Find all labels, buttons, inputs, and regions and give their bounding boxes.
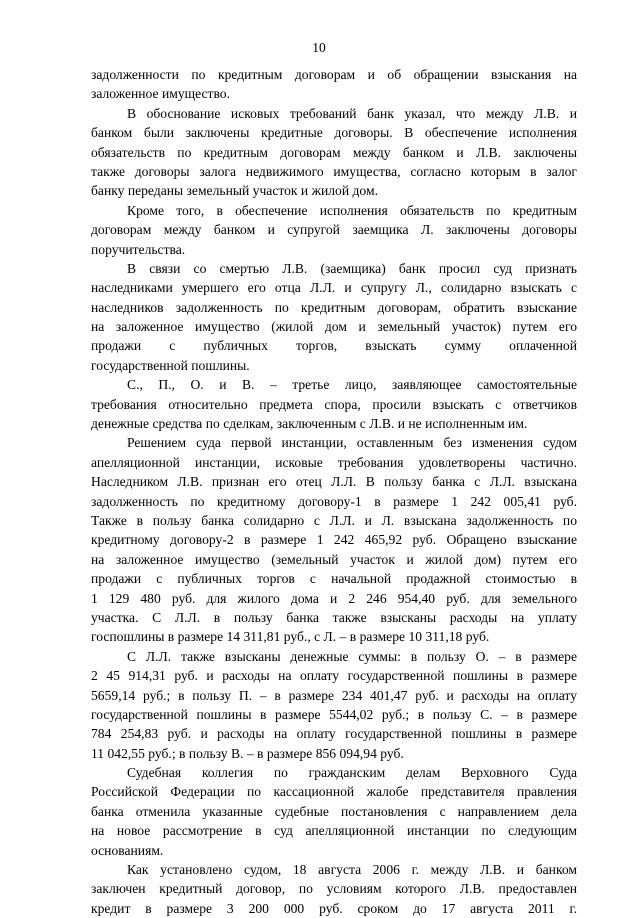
text-line: на заложенное имущество (жилой дом и земельный участок) путем его	[91, 319, 577, 335]
text-line: продажи с публичных торгов с начальной продажной стоимостью в	[91, 571, 577, 587]
text-line: кредит в размере 3 200 000 руб. сроком до 17 августа 2011 г.	[91, 900, 577, 916]
text-line: наследников задолженность по кредитным договорам, обратить взыскание	[91, 299, 577, 315]
document-body	[91, 65, 577, 918]
text-line: денежные средства по сделкам, заключенным с Л.В. и не исполненным им.	[91, 416, 528, 432]
text-line: обязательств по кредитным договорам между банком и Л.В. заключены	[91, 144, 577, 160]
text-line: Наследником Л.В. признан его отец Л.Л. В пользу банка с Л.Л. взыскана	[91, 474, 577, 490]
text-line: С Л.Л. также взысканы денежные суммы: в пользу О. – в размере	[127, 648, 577, 664]
text-line: заложенное имущество.	[91, 86, 230, 102]
page-number: 10	[312, 40, 326, 55]
text-line: 1 129 480 руб. для жилого дома и 2 246 954,40 руб. для земельного	[91, 590, 577, 606]
text-line: Российской Федерации по кассационной жалобе представителя правления	[91, 784, 577, 800]
text-line: 5659,14 руб.; в пользу П. – в размере 234 401,47 руб. и расходы на оплату	[91, 687, 577, 703]
text-line: требования относительно предмета спора, просили взыскать с ответчиков	[91, 396, 577, 412]
text-line: на новое рассмотрение в суд апелляционной инстанции по следующим	[91, 823, 577, 839]
text-line: задолженность по кредитному договору-1 в размере 1 242 005,41 руб.	[91, 493, 577, 509]
text-line: на заложенное имущество (земельный участок и жилой дом) путем его	[91, 551, 577, 567]
text-line: банка отменила указанные судебные постановления с направлением дела	[91, 803, 577, 819]
text-line: Также в пользу банка солидарно с Л.Л. и Л. взыскана задолженность по	[91, 512, 577, 528]
text-line: заключен кредитный договор, по условиям которого Л.В. предоставлен	[91, 881, 577, 897]
text-line: банку переданы земельный участок и жилой дом.	[91, 183, 378, 199]
text-line: договорам между банком и супругой заемщика Л. заключены договоры	[91, 222, 577, 238]
text-line: кредитному договору-2 в размере 1 242 465,92 руб. Обращено взыскание	[91, 532, 577, 548]
text-line: 2 45 914,31 руб. и расходы на оплату государственной пошлины в размере	[91, 668, 577, 684]
text-line: задолженности по кредитным договорам и об обращении взыскания на	[91, 67, 577, 82]
text-line: Как установлено судом, 18 августа 2006 г. между Л.В. и банком	[127, 862, 577, 878]
text-line: государственной пошлины.	[91, 357, 250, 373]
text-line: апелляционной инстанции, исковые требования удовлетворены частично.	[91, 454, 577, 470]
text-line: участка. С Л.Л. в пользу банка также взысканы расходы на уплату	[91, 609, 577, 625]
text-line: В связи со смертью Л.В. (заемщика) банк просил суд признать	[127, 260, 577, 276]
text-line: также договоры залога недвижимого имущества, согласно которым в залог	[91, 163, 577, 179]
text-line: Судебная коллегия по гражданским делам Верховного Суда	[127, 765, 577, 781]
text-line: госпошлины в размере 14 311,81 руб., с Л. – в размере 10 311,18 руб.	[91, 629, 490, 645]
text-line: продажи с публичных торгов, взыскать сумму оплаченной	[91, 338, 577, 354]
text-line: 784 254,83 руб. и расходы на оплату государственной пошлины в размере	[91, 726, 577, 742]
text-line: Кроме того, в обеспечение исполнения обязательств по кредитным	[127, 202, 577, 218]
text-line: основаниям.	[91, 842, 164, 858]
text-line: банком были заключены кредитные договоры. В обеспечение исполнения	[91, 125, 577, 141]
text-line: 11 042,55 руб.; в пользу В. – в размере 856 094,94 руб.	[91, 745, 404, 761]
text-line: Решением суда первой инстанции, оставленным без изменения судом	[127, 435, 577, 451]
text-line: наследниками умершего его отца Л.Л. и супругу Л., солидарно взыскать с	[91, 280, 577, 296]
text-line: В обоснование исковых требований банк указал, что между Л.В. и	[127, 105, 577, 121]
text-line: поручительства.	[91, 241, 186, 257]
text-line: С., П., О. и В. – третье лицо, заявляющее самостоятельные	[127, 377, 577, 393]
text-line: государственной пошлины в размере 5544,02 руб.; в пользу С. – в размере	[91, 706, 577, 722]
